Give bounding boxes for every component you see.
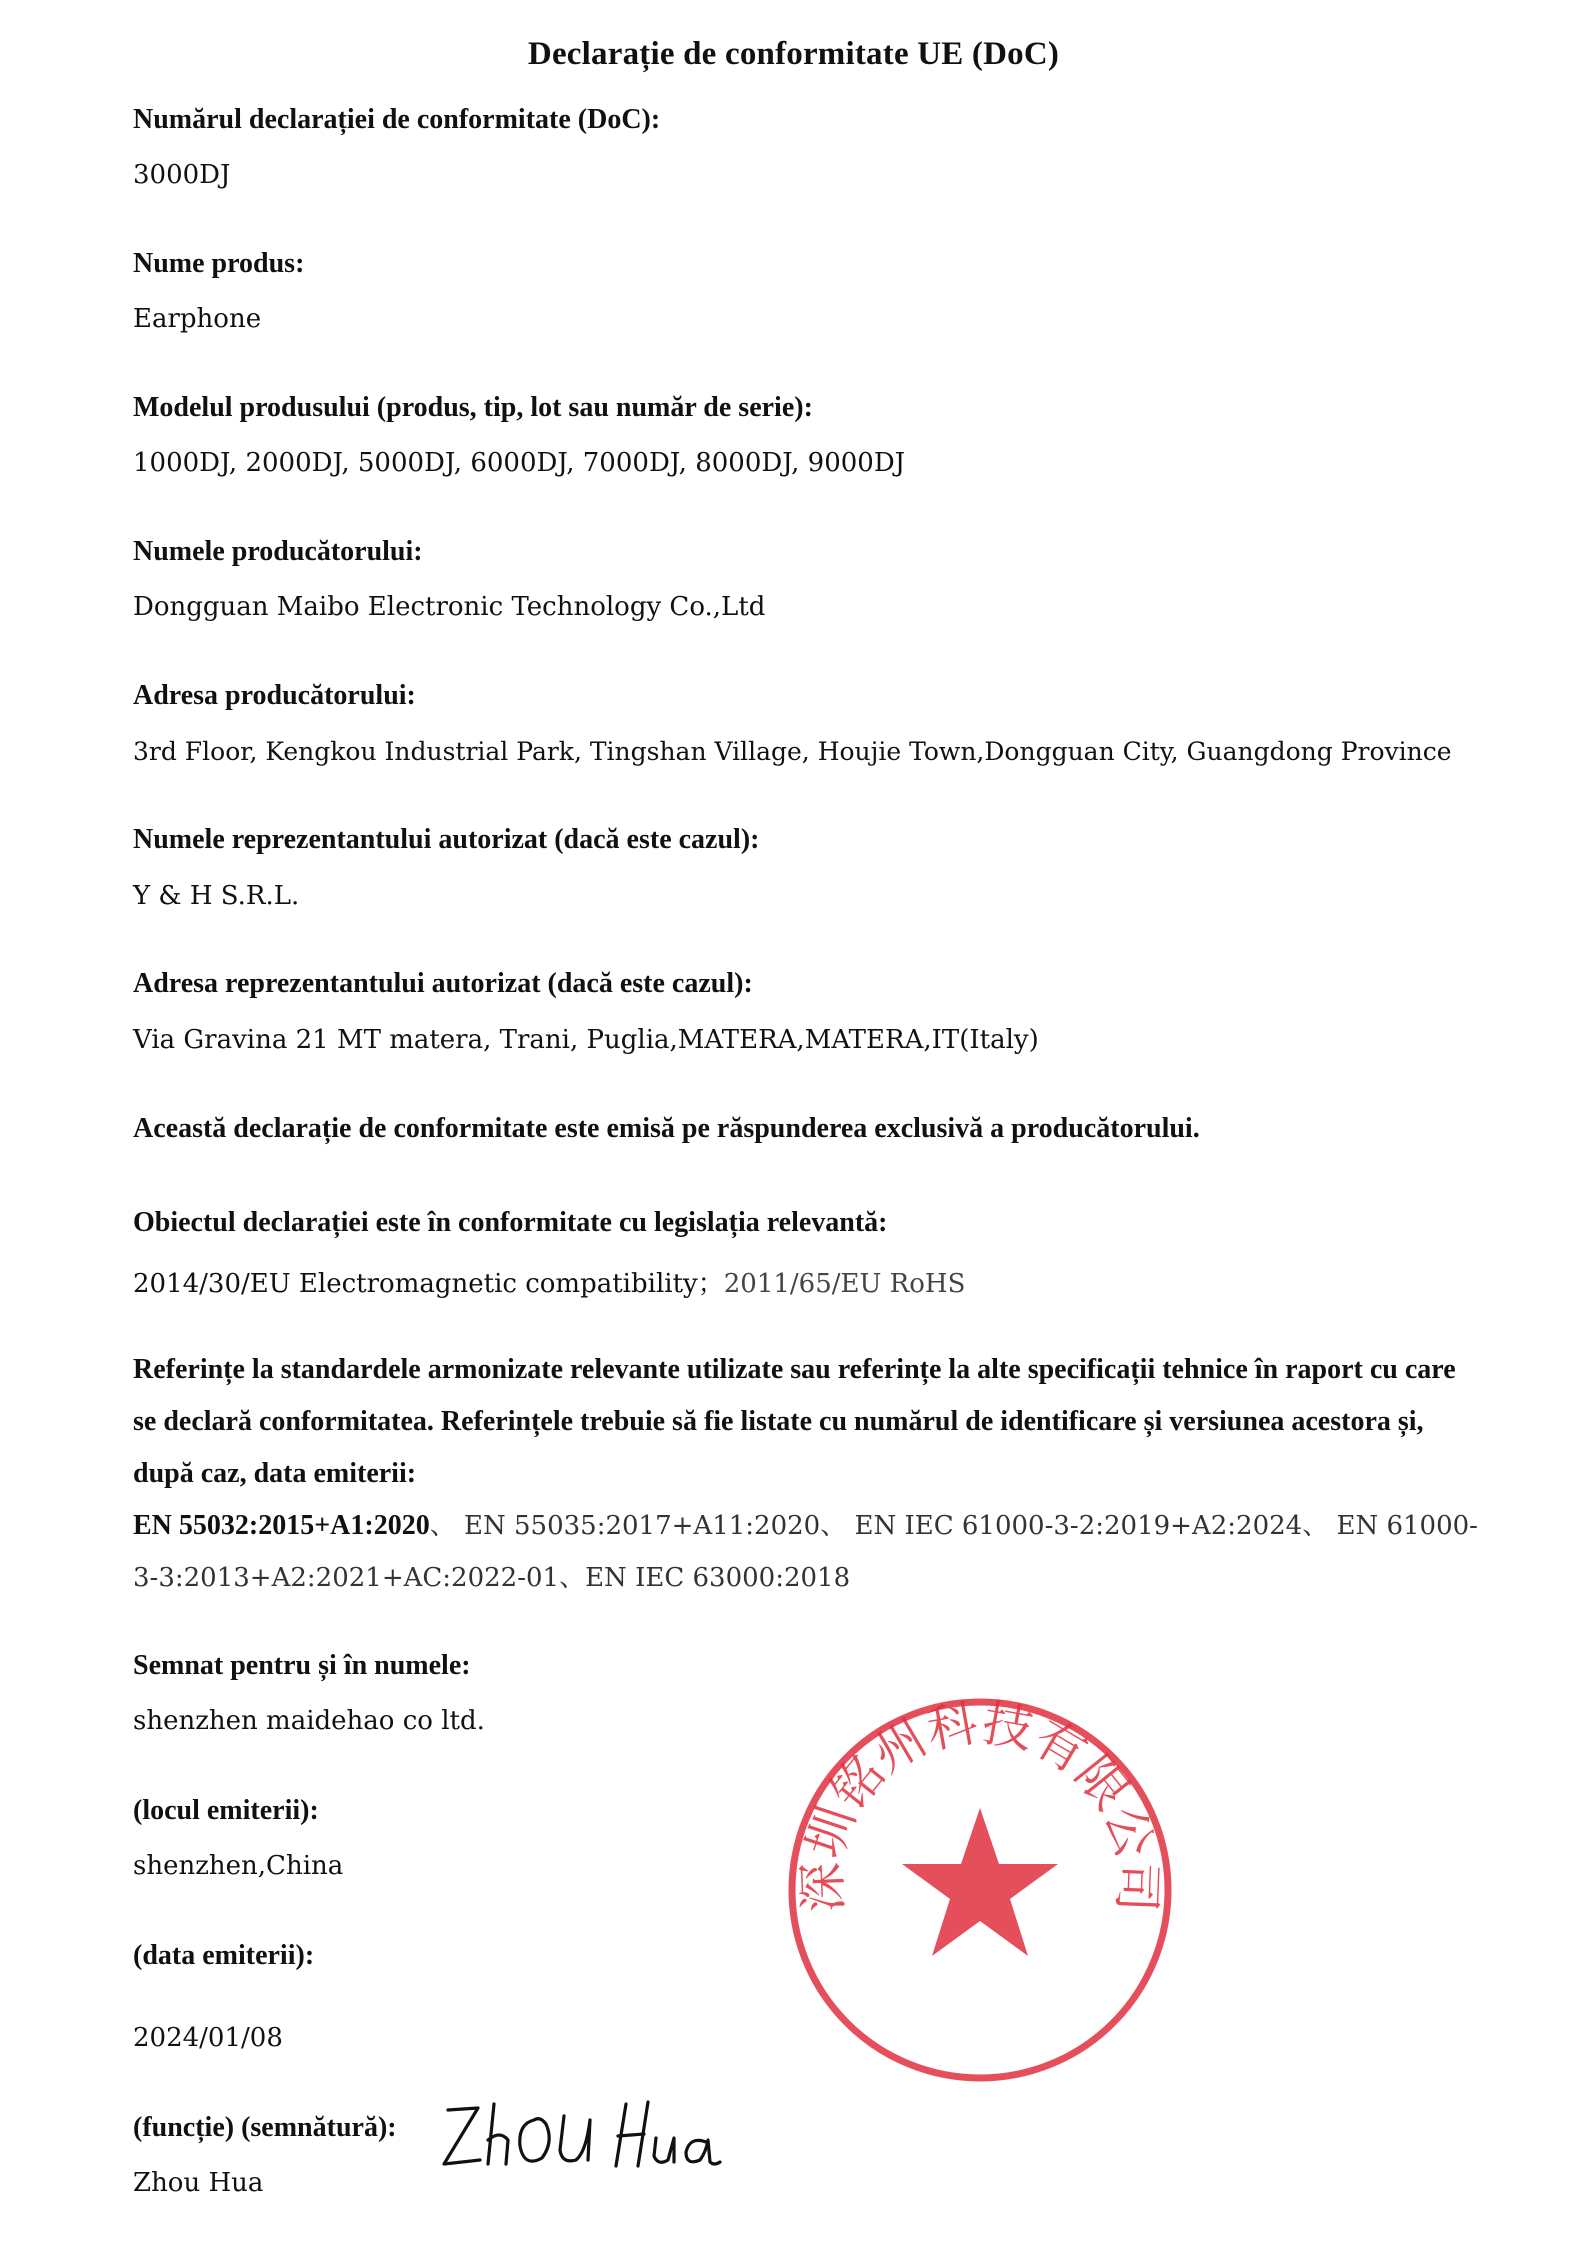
function-signature-value: Zhou Hua <box>133 2168 264 2198</box>
product-model-label: Modelul produsului (produs, tip, lot sau număr de serie): <box>133 392 813 423</box>
signed-for-label: Semnat pentru și în numele: <box>133 1650 471 1681</box>
rep-name-value: Y & H S.R.L. <box>133 881 300 911</box>
manufacturer-address-value: 3rd Floor, Kengkou Industrial Park, Tingshan Village, Houjie Town,Dongguan City, Guangdong Province <box>133 737 1452 766</box>
product-name-value: Earphone <box>133 304 262 334</box>
manufacturer-address-label: Adresa producătorului: <box>133 680 416 711</box>
function-signature-label: (funcție) (semnătură): <box>133 2112 397 2143</box>
standards-list <box>133 1500 1478 1604</box>
doc-number-label: Numărul declarației de conformitate (DoC): <box>133 104 661 135</box>
standard-first: EN 55032:2015+A1:2020 <box>133 1510 430 1541</box>
legislation-emc: 2014/30/EU Electromagnetic compatibility <box>133 1269 698 1299</box>
product-name-label: Nume produs: <box>133 248 305 279</box>
place-value: shenzhen,China <box>133 1851 344 1881</box>
handwritten-signature <box>430 2080 750 2190</box>
manufacturer-name-value: Dongguan Maibo Electronic Technology Co.,Ltd <box>133 592 766 622</box>
signed-for-value: shenzhen maidehao co ltd. <box>133 1706 485 1736</box>
place-label: (locul emiterii): <box>133 1795 319 1826</box>
legislation-separator: ； <box>697 1269 724 1299</box>
seal-text: 深圳铭州科技有限公司 <box>793 1693 1167 1914</box>
product-model-value: 1000DJ, 2000DJ, 5000DJ, 6000DJ, 7000DJ, 8000DJ, 9000DJ <box>133 448 906 478</box>
manufacturer-name-label: Numele producătorului: <box>133 536 423 567</box>
rep-name-label: Numele reprezentantului autorizat (dacă este cazul): <box>133 824 760 855</box>
company-seal <box>780 1690 1180 2090</box>
document-title: Declarație de conformitate UE (DoC) <box>527 36 1060 72</box>
legislation-value <box>133 1263 965 1300</box>
responsibility-statement: Această declarație de conformitate este emisă pe răspunderea exclusivă a producătorului. <box>133 1113 1200 1144</box>
seal-star-icon <box>902 1808 1058 1956</box>
date-value: 2024/01/08 <box>133 2023 283 2053</box>
date-label: (data emiterii): <box>133 1940 315 1971</box>
legislation-rohs: 2011/65/EU RoHS <box>723 1269 966 1299</box>
rep-address-value: Via Gravina 21 MT matera, Trani, Puglia,MATERA,MATERA,IT(Italy) <box>133 1025 1039 1055</box>
standards-rest: 、 EN 55035:2017+A11:2020、 EN IEC 61000-3-2:2019+A2:2024、 EN 61000-3-3:2013+A2:2021+AC:2022-01、EN IEC 63000:2018 <box>133 1511 1478 1593</box>
legislation-label: Obiectul declarației este în conformitate cu legislația relevantă: <box>133 1207 888 1238</box>
rep-address-label: Adresa reprezentantului autorizat (dacă este cazul): <box>133 968 753 999</box>
doc-number-value: 3000DJ <box>133 160 231 190</box>
standards-label: Referințe la standardele armonizate relevante utilizate sau referințe la alte specificații tehnice în raport cu care se declară conformitatea. Referințele trebuie să fie listate cu numărul de identificare și versiunea acestora și, după caz, data emiterii: <box>133 1354 1456 1489</box>
